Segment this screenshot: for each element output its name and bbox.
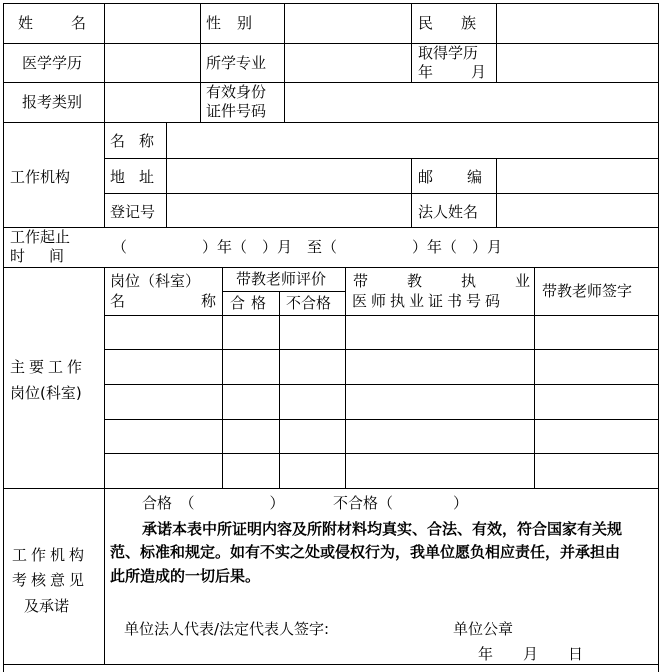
divider <box>200 82 201 123</box>
fail-text: 不合格（ ） <box>333 494 469 512</box>
col-signature: 带教老师签字 <box>542 282 633 300</box>
legal-rep-label: 法人姓名 <box>418 203 479 221</box>
degree-date-label: 年月 <box>418 63 525 81</box>
border-top <box>3 3 659 4</box>
name-label: 姓 名 <box>18 14 86 32</box>
legal-rep-signature-label: 单位法人代表/法定代表人签字: <box>124 620 330 638</box>
education-label: 医学学历 <box>22 54 83 72</box>
col-fail: 不合格 <box>286 294 332 312</box>
divider <box>104 158 659 159</box>
exam-type-label: 报考类别 <box>22 93 83 111</box>
divider <box>3 122 659 123</box>
divider <box>104 3 105 228</box>
divider <box>411 158 412 228</box>
divider <box>3 82 659 83</box>
divider <box>3 267 659 268</box>
posts-section-label: 岗位(科室) <box>10 384 82 402</box>
divider <box>411 3 412 83</box>
institution-address-label: 地址 <box>110 168 169 186</box>
col-evaluation: 带教老师评价 <box>236 270 327 288</box>
review-section-label: 及承诺 <box>24 597 70 615</box>
commitment-text: 此所造成的一切后果。 <box>110 567 261 585</box>
posts-section-label: 主要工作 <box>10 358 87 376</box>
col-post: 名 <box>110 292 126 310</box>
divider <box>104 453 659 454</box>
divider <box>3 488 659 489</box>
col-license: 带教执业 <box>353 272 570 290</box>
seal-label: 单位公章 <box>453 620 514 638</box>
commitment-text: 范、标准和规定。如有不实之处或侵权行为，我单位愿负相应责任，并承担由 <box>110 543 621 561</box>
col-post: 岗位（科室） <box>110 272 201 290</box>
ethnicity-label: 民族 <box>418 14 505 32</box>
commitment-text: 承诺本表中所证明内容及所附材料均真实、合法、有效，符合国家有关规 <box>142 520 623 538</box>
id-number-label: 有效身份 <box>206 83 267 101</box>
work-period-label: 工作起止 <box>10 228 71 246</box>
divider <box>104 315 659 316</box>
gender-label: 性别 <box>206 14 269 32</box>
work-period-label: 时间 <box>10 247 89 265</box>
divider <box>104 419 659 420</box>
major-label: 所学专业 <box>206 54 267 72</box>
postcode-label: 邮编 <box>418 168 517 186</box>
pass-text: 合格 （ ） <box>142 494 285 512</box>
review-section-label: 考核意见 <box>12 571 89 589</box>
divider <box>104 349 659 350</box>
col-post: 称 <box>201 292 217 310</box>
divider <box>104 488 105 665</box>
id-number-label: 证件号码 <box>206 102 267 120</box>
institution-name-label: 名称 <box>110 132 169 150</box>
divider <box>104 193 659 194</box>
border-bottom <box>3 664 659 665</box>
work-period-range: （ ）年（ ）月 至（ ）年（ ）月 <box>112 238 503 256</box>
border-right <box>658 3 659 672</box>
border-left <box>3 3 4 672</box>
degree-date-label: 取得学历 <box>418 44 479 62</box>
col-pass: 合格 <box>230 294 273 312</box>
divider <box>222 267 223 489</box>
divider <box>534 267 535 489</box>
divider <box>222 291 345 292</box>
divider <box>200 3 201 83</box>
divider <box>284 82 285 123</box>
col-license: 医师执业证书号码 <box>352 292 505 310</box>
divider <box>345 267 346 489</box>
divider <box>284 3 285 83</box>
review-section-label: 工作机构 <box>12 546 89 564</box>
divider <box>104 267 105 489</box>
divider <box>279 291 280 489</box>
registration-number-label: 登记号 <box>110 203 156 221</box>
divider <box>104 384 659 385</box>
divider <box>3 227 659 228</box>
date-label: 年 月 日 <box>478 645 584 663</box>
institution-section-label: 工作机构 <box>10 168 71 186</box>
divider <box>3 43 659 44</box>
